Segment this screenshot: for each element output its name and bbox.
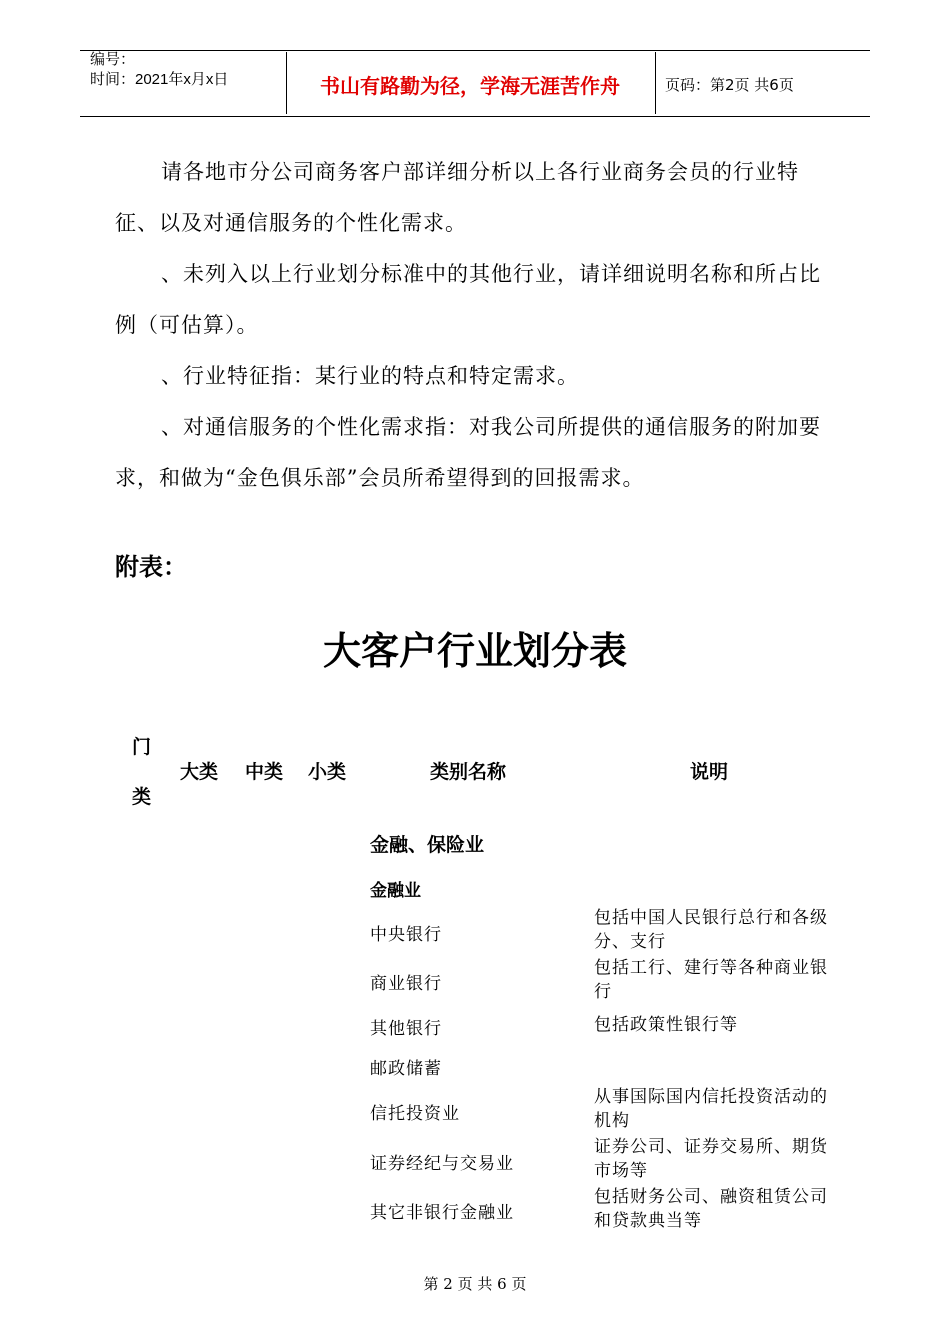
header-zhonglei: 中类 xyxy=(245,761,284,783)
paragraph-3-text: 、行业特征指：某行业的特点和特定需求。 xyxy=(161,364,579,388)
paragraph-1 xyxy=(115,147,840,249)
header-number-label: 编号： xyxy=(90,51,136,68)
paragraph-1-text: 请各地市分公司商务客户部详细分析以上各行业商务会员的行业特征、以及对通信服务的个性化需求。 xyxy=(115,160,799,235)
header-men-1: 门 xyxy=(132,736,152,758)
paragraph-2 xyxy=(115,249,840,351)
row-desc: 包括中国人民银行总行和各级分、支行 xyxy=(594,908,828,952)
row-name: 邮政储蓄 xyxy=(370,1059,442,1079)
header-divider-right xyxy=(655,52,656,114)
paragraph-3 xyxy=(115,351,840,402)
header-men-2: 类 xyxy=(132,786,152,808)
table-title: 大客户行业划分表 xyxy=(322,629,627,673)
row-name: 商业银行 xyxy=(370,974,442,994)
paragraph-2-text: 、未列入以上行业划分标准中的其他行业，请详细说明名称和所占比例（可估算）。 xyxy=(115,262,821,337)
header-time-label: 时间：2021年x月x日 xyxy=(90,71,229,88)
row-name: 信托投资业 xyxy=(370,1104,460,1124)
header-bottom-rule xyxy=(80,116,870,117)
subsection-title: 金融业 xyxy=(370,881,421,901)
header-dalei: 大类 xyxy=(180,761,219,783)
appendix-label: 附表： xyxy=(115,553,187,581)
page-footer: 第 2 页 共 6 页 xyxy=(423,1275,527,1293)
paragraph-4 xyxy=(115,402,840,504)
row-desc: 包括财务公司、融资租赁公司和贷款典当等 xyxy=(594,1187,828,1231)
paragraph-4-text: 、对通信服务的个性化需求指：对我公司所提供的通信服务的附加要求，和做为“金色俱乐部”会员所希望得到的回报需求。 xyxy=(115,415,821,490)
row-name: 证券经纪与交易业 xyxy=(370,1154,514,1174)
row-desc: 包括政策性银行等 xyxy=(594,1015,738,1035)
header-meta xyxy=(90,50,228,90)
header-category-name: 类别名称 xyxy=(430,761,507,783)
row-desc: 从事国际国内信托投资活动的机构 xyxy=(594,1087,828,1131)
row-desc: 证券公司、证券交易所、期货市场等 xyxy=(594,1137,828,1181)
header-page-info: 页码：第2页 共6页 xyxy=(665,76,794,94)
header-divider-left xyxy=(286,52,287,114)
section-title: 金融、保险业 xyxy=(370,834,485,856)
row-name: 其它非银行金融业 xyxy=(370,1203,514,1223)
row-name: 中央银行 xyxy=(370,925,442,945)
row-desc: 包括工行、建行等各种商业银行 xyxy=(594,958,828,1002)
header-motto: 书山有路勤为径，学海无涯苦作舟 xyxy=(320,74,620,98)
header-xiaolei: 小类 xyxy=(308,761,347,783)
row-name: 其他银行 xyxy=(370,1019,442,1039)
header-description: 说明 xyxy=(690,761,729,783)
